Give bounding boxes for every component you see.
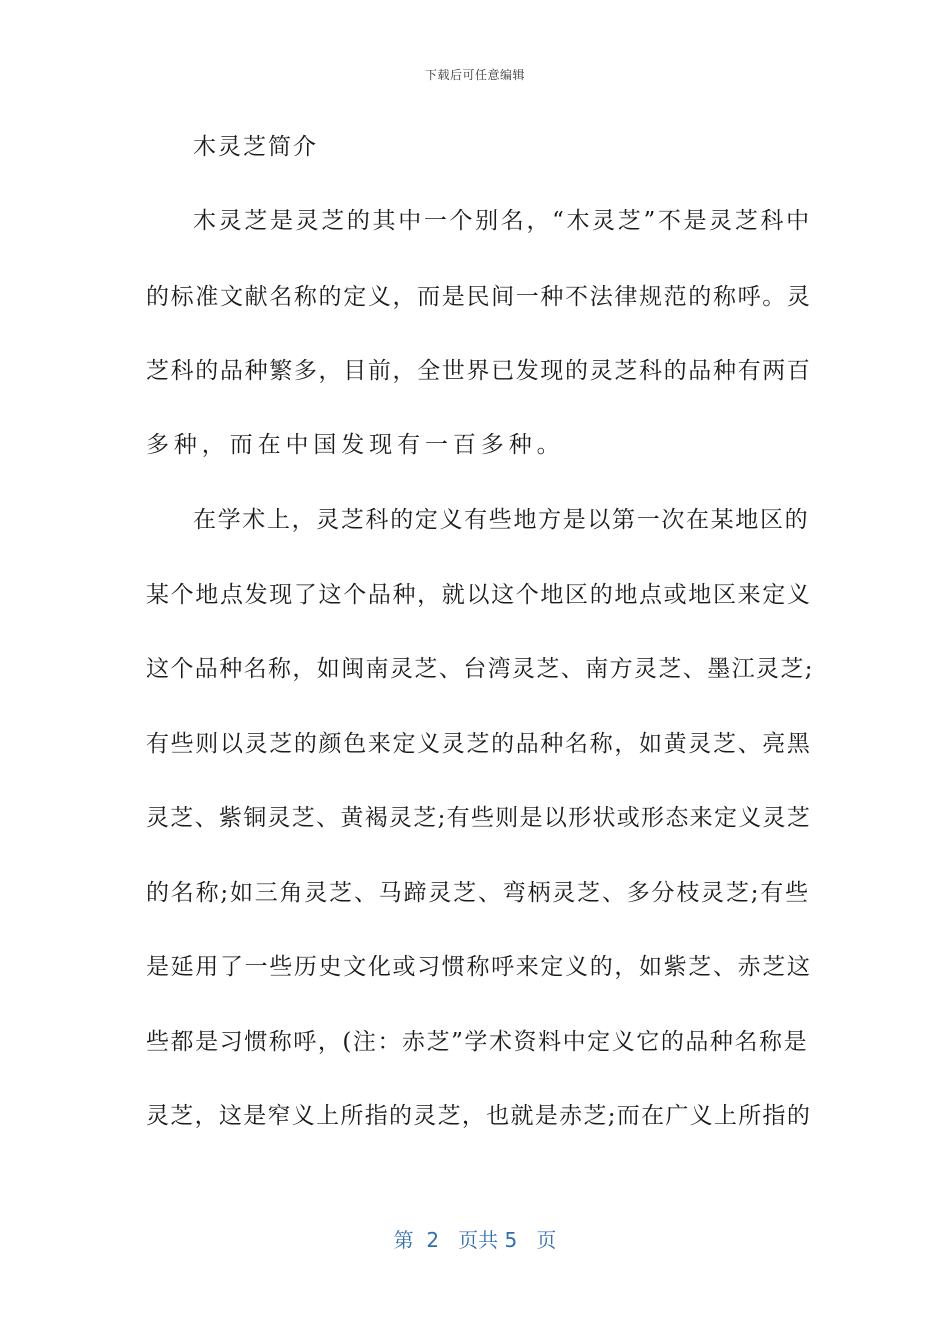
paragraph-line: 在学术上，灵芝科的定义有些地方是以第一次在某地区的 <box>193 507 810 533</box>
paragraph-line: 这个品种名称，如闽南灵芝、台湾灵芝、南方灵芝、墨江灵芝; <box>146 656 814 682</box>
paragraph-line: 是延用了一些历史文化或习惯称呼来定义的，如紫芝、赤芝这 <box>146 954 812 980</box>
paragraph-line: 灵芝、紫铜灵芝、黄褐灵芝;有些则是以形状或形态来定义灵芝 <box>146 805 812 831</box>
paragraph-line: 多种，而在中国发现有一百多种。 <box>146 432 565 458</box>
paragraph-line: 木灵芝是灵芝的其中一个别名，“木灵芝”不是灵芝科中 <box>193 208 812 234</box>
paragraph-line: 有些则以灵芝的颜色来定义灵芝的品种名称，如黄灵芝、亮黑 <box>146 731 812 757</box>
paragraph-line: 某个地点发现了这个品种，就以这个地区的地点或地区来定义 <box>146 582 812 608</box>
paragraph-line: 些都是习惯称呼，(注：赤芝”学术资料中定义它的品种名称是 <box>146 1029 809 1055</box>
paragraph-line: 的标准文献名称的定义，而是民间一种不法律规范的称呼。灵 <box>146 284 812 310</box>
paragraph-line: 灵芝，这是窄义上所指的灵芝，也就是赤芝;而在广义上所指的 <box>146 1103 812 1129</box>
document-title: 木灵芝简介 <box>193 134 318 160</box>
page-number-footer: 第 2 页共 5 页 <box>393 1228 557 1252</box>
paragraph-line: 芝科的品种繁多，目前，全世界已发现的灵芝科的品种有两百 <box>146 358 812 384</box>
header-note: 下载后可任意编辑 <box>424 68 525 82</box>
paragraph-line: 的名称;如三角灵芝、马蹄灵芝、弯柄灵芝、多分枝灵芝;有些 <box>146 880 810 906</box>
